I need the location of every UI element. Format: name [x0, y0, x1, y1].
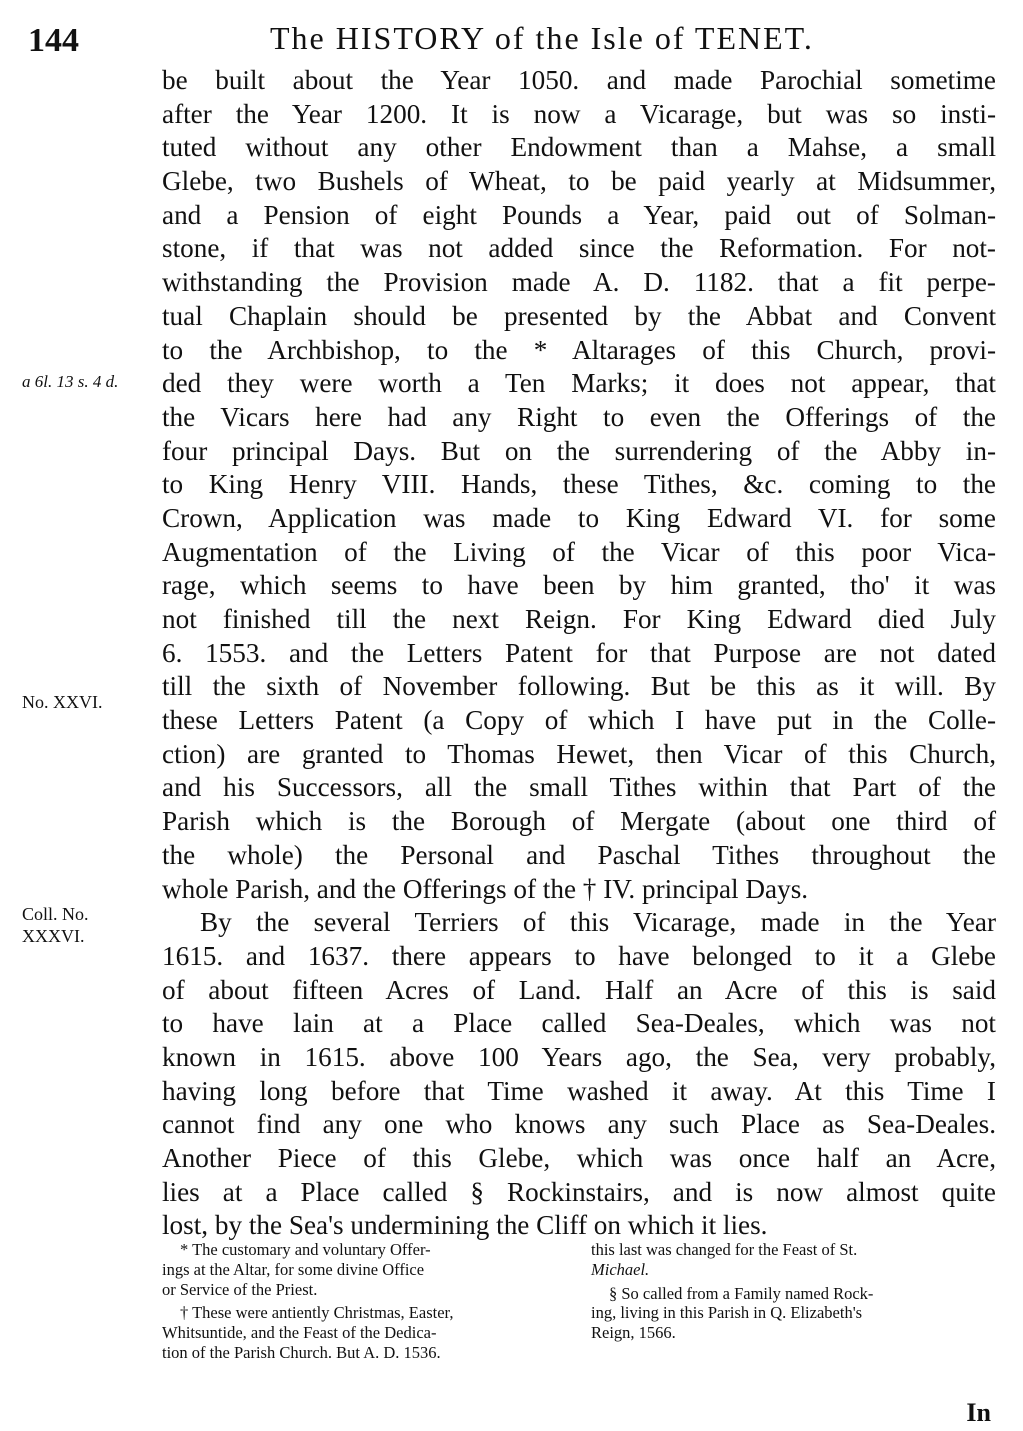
text-line: to King Henry VIII. Hands, these Tithes, &c. coming to the	[162, 469, 996, 500]
text-line: and a Pension of eight Pounds a Year, paid out of Solman-	[162, 199, 996, 230]
footnote-line: § So called from a Family named Rock-	[609, 1283, 874, 1303]
footnote-line: tion of the Parish Church. But A. D. 1536.	[162, 1342, 441, 1362]
margin-note-coll-number: XXXVI.	[22, 926, 85, 946]
text-line: the whole) the Personal and Paschal Tithes throughout the	[162, 839, 996, 870]
footnotes-left-column	[162, 1240, 567, 1367]
text-line: to the Archbishop, to the * Altarages of this Church, provi-	[162, 334, 996, 365]
text-line: 1615. and 1637. there appears to have belonged to it a Glebe	[162, 940, 996, 971]
text-line: known in 1615. above 100 Years ago, the Sea, very probably,	[162, 1041, 996, 1072]
footnote-continuation	[591, 1240, 996, 1280]
page-number: 144	[28, 22, 79, 59]
text-line: after the Year 1200. It is now a Vicarage, but was so insti-	[162, 98, 996, 129]
margin-note-no-xxvi: No. XXVI.	[22, 692, 103, 712]
footnote-rockinstairs	[591, 1284, 996, 1343]
footnote-line: † These were antiently Christmas, Easter,	[180, 1303, 454, 1323]
footnote-line: ing, living in this Parish in Q. Elizabeth's	[591, 1303, 863, 1323]
text-line: Another Piece of this Glebe, which was once half an Acre,	[162, 1143, 996, 1173]
footnote-line: or Service of the Priest.	[162, 1279, 318, 1299]
text-line: tuted without any other Endowment than a Mahse, a small	[162, 132, 996, 163]
text-line: the Vicars here had any Right to even the Offerings of the	[162, 401, 996, 432]
footnote-line: Whitsuntide, and the Feast of the Dedica-	[162, 1323, 437, 1343]
footnote-line: * The customary and voluntary Offer-	[180, 1240, 431, 1259]
footnote-line: ings at the Altar, for some divine Office	[162, 1259, 425, 1279]
footnote-principal-days	[162, 1303, 567, 1362]
text-line: cannot find any one who knows any such Place as Sea-Deales.	[162, 1109, 996, 1140]
margin-note-ten-marks: a 6l. 13 s. 4 d.	[22, 372, 119, 391]
text-line: whole Parish, and the Offerings of the † IV. principal Days.	[162, 873, 809, 904]
catchword: In	[966, 1398, 991, 1427]
margin-note-coll-label: Coll. No.	[22, 904, 89, 924]
text-line: lost, by the Sea's undermining the Cliff on which it lies.	[162, 1210, 768, 1241]
text-line: Augmentation of the Living of the Vicar of this poor Vica-	[162, 536, 996, 567]
text-line: withstanding the Provision made A. D. 1182. that a fit perpe-	[162, 267, 996, 298]
text-line: Parish which is the Borough of Mergate (about one third of	[162, 806, 996, 837]
text-line: having long before that Time washed it away. At this Time I	[162, 1075, 996, 1106]
text-line: and his Successors, all the small Tithes within that Part of the	[162, 772, 996, 803]
text-line: till the sixth of November following. But be this as it will. By	[162, 671, 996, 702]
text-line: four principal Days. But on the surrendering of the Abby in-	[162, 435, 996, 466]
text-line: ded they were worth a Ten Marks; it does not appear, that	[162, 368, 996, 399]
footnotes	[162, 1240, 996, 1367]
footnote-line: Michael.	[591, 1259, 650, 1279]
text-line: tual Chaplain should be presented by the Abbat and Convent	[162, 300, 996, 331]
footnote-line: this last was changed for the Feast of St.	[591, 1240, 858, 1259]
footnote-line: Reign, 1566.	[591, 1323, 676, 1343]
footnote-altarages	[162, 1240, 567, 1299]
text-line: 6. 1553. and the Letters Patent for that Purpose are not dated	[162, 637, 996, 668]
text-line: be built about the Year 1050. and made Parochial sometime	[162, 65, 996, 95]
text-line: stone, if that was not added since the Reformation. For not-	[162, 233, 996, 264]
text-line: Crown, Application was made to King Edward VI. for some	[162, 502, 996, 533]
text-line: lies at a Place called § Rockinstairs, and is now almost quite	[162, 1176, 996, 1207]
footnotes-right-column	[591, 1240, 996, 1367]
text-line: these Letters Patent (a Copy of which I have put in the Colle-	[162, 705, 996, 736]
text-line: not finished till the next Reign. For King Edward died July	[162, 604, 996, 634]
running-head: The HISTORY of the Isle of TENET.	[270, 20, 814, 56]
text-line: of about fifteen Acres of Land. Half an Acre of this is said	[162, 974, 996, 1005]
text-line: ction) are granted to Thomas Hewet, then Vicar of this Church,	[162, 738, 996, 769]
text-line: By the several Terriers of this Vicarage, made in the Year	[200, 907, 996, 938]
text-line: rage, which seems to have been by him granted, tho' it was	[162, 570, 996, 601]
text-line: to have lain at a Place called Sea-Deales, which was not	[162, 1008, 996, 1039]
text-line: Glebe, two Bushels of Wheat, to be paid yearly at Midsummer,	[162, 166, 996, 197]
main-text	[162, 64, 996, 1243]
